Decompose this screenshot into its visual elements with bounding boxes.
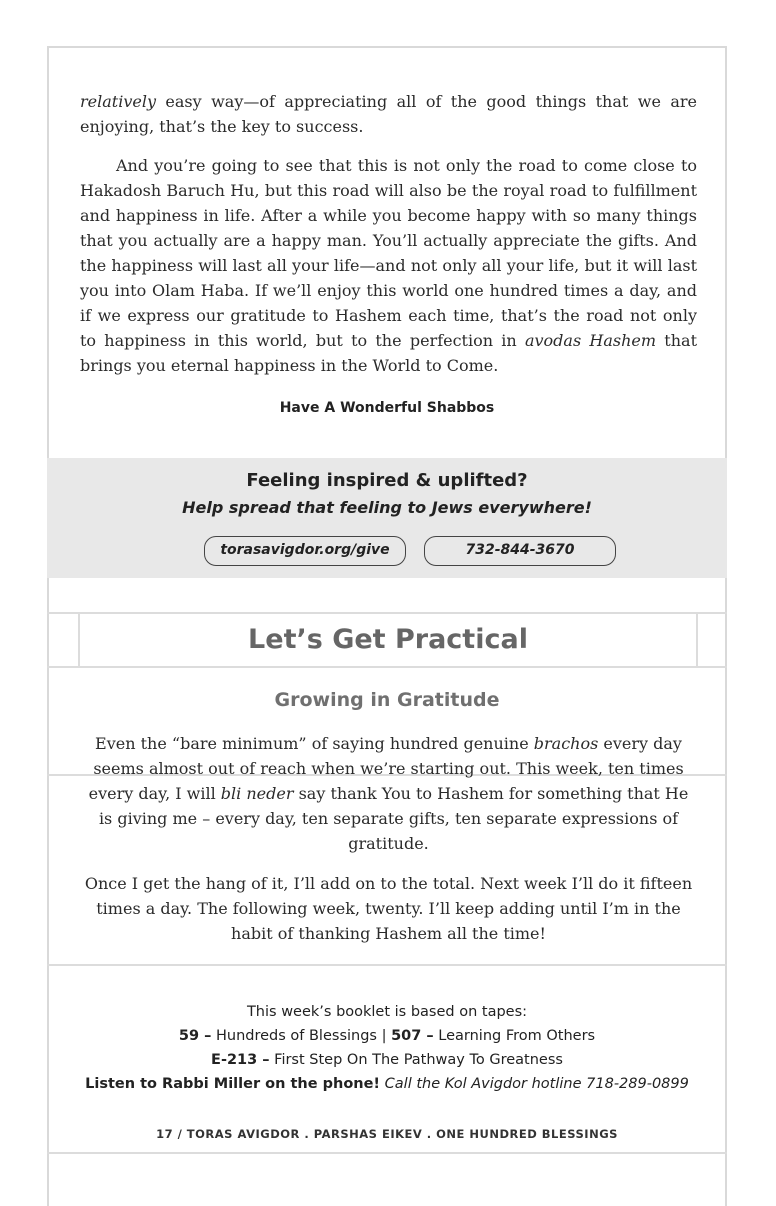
tape-59-title: Hundreds of Blessings | xyxy=(211,1028,392,1044)
section-divider-top xyxy=(47,612,727,614)
intro-paragraph xyxy=(80,89,697,139)
practical-text-c: say thank You to Hashem for something that He is giving me – every day, ten separate gifts, ten separate expressions of gratitude. xyxy=(98,784,689,853)
title-box-right xyxy=(696,612,698,668)
hotline-bold: Listen to Rabbi Miller on the phone! xyxy=(85,1076,381,1092)
donate-title: Feeling inspired & uplifted? xyxy=(246,470,528,491)
tape-e213-title: First Step On The Pathway To Greatness xyxy=(269,1052,563,1068)
tape-e213-number: E-213 – xyxy=(211,1052,270,1068)
tapes-line-1 xyxy=(47,1024,727,1048)
main-paragraph xyxy=(80,153,697,378)
tape-59-number: 59 – xyxy=(178,1028,212,1044)
donate-phone-button[interactable]: 732-844-3670 xyxy=(424,536,616,566)
main-italic: avodas Hashem xyxy=(524,331,657,350)
page-footer: 17 / TORAS AVIGDOR . PARSHAS EIKEV . ONE HUNDRED BLESSINGS xyxy=(156,1127,618,1141)
intro-italic: relatively xyxy=(80,92,156,111)
donate-subtitle: Help spread that feeling to Jews everywhere! xyxy=(182,498,592,517)
practical-italic-2: bli neder xyxy=(220,784,294,803)
intro-text: easy way—of appreciating all of the good things that we are enjoying, that’s the key to success. xyxy=(80,92,697,136)
practical-italic-1: brachos xyxy=(533,734,599,753)
tapes-intro: This week’s booklet is based on tapes: xyxy=(246,1004,528,1020)
practical-title: Let’s Get Practical xyxy=(248,624,528,655)
hotline-number: Call the Kol Avigdor hotline 718-289-0899 xyxy=(380,1076,689,1092)
tapes-line-2 xyxy=(47,1048,727,1072)
main-text-2: that brings you eternal happiness in the World to Come. xyxy=(80,331,698,375)
donate-banner xyxy=(47,458,727,578)
practical-text-a: Even the “bare minimum” of saying hundred genuine xyxy=(95,734,534,753)
tapes-block xyxy=(47,1000,727,1096)
donate-link-button[interactable]: torasavigdor.org/give xyxy=(204,536,406,566)
practical-subtitle: Growing in Gratitude xyxy=(274,689,500,711)
tape-507-number: 507 – xyxy=(391,1028,434,1044)
practical-paragraph-1 xyxy=(80,731,697,856)
shabbos-greeting: Have A Wonderful Shabbos xyxy=(279,400,495,416)
main-text-1: And you’re going to see that this is not only the road to come close to Hakadosh Baruch Hu, but this road will also be the royal road to fulfillment and happiness in life. After a while you become happy with so many things that you actually are a happy man. You’ll actually appreciate the gifts. And the happiness will last all your life—and not only all your life, but it will last you into Olam Haba. If we’ll enjoy this world one hundred times a day, and if we express our gratitude to Hashem each time, that’s the road not only to happiness in this world, but to the perfection in xyxy=(80,156,697,350)
hotline-line xyxy=(47,1072,727,1096)
practical-text-b: every day seems almost out of reach when we’re starting out. This week, ten times every day, I will xyxy=(88,734,684,803)
footer-divider xyxy=(47,1152,727,1154)
tapes-divider xyxy=(47,964,727,966)
practical-paragraph-2: Once I get the hang of it, I’ll add on to the total. Next week I’ll do it fifteen times a day. The following week, twenty. I’ll keep adding until I’m in the habit of thanking Hashem all the time! xyxy=(84,874,693,943)
tape-507-title: Learning From Others xyxy=(433,1028,596,1044)
